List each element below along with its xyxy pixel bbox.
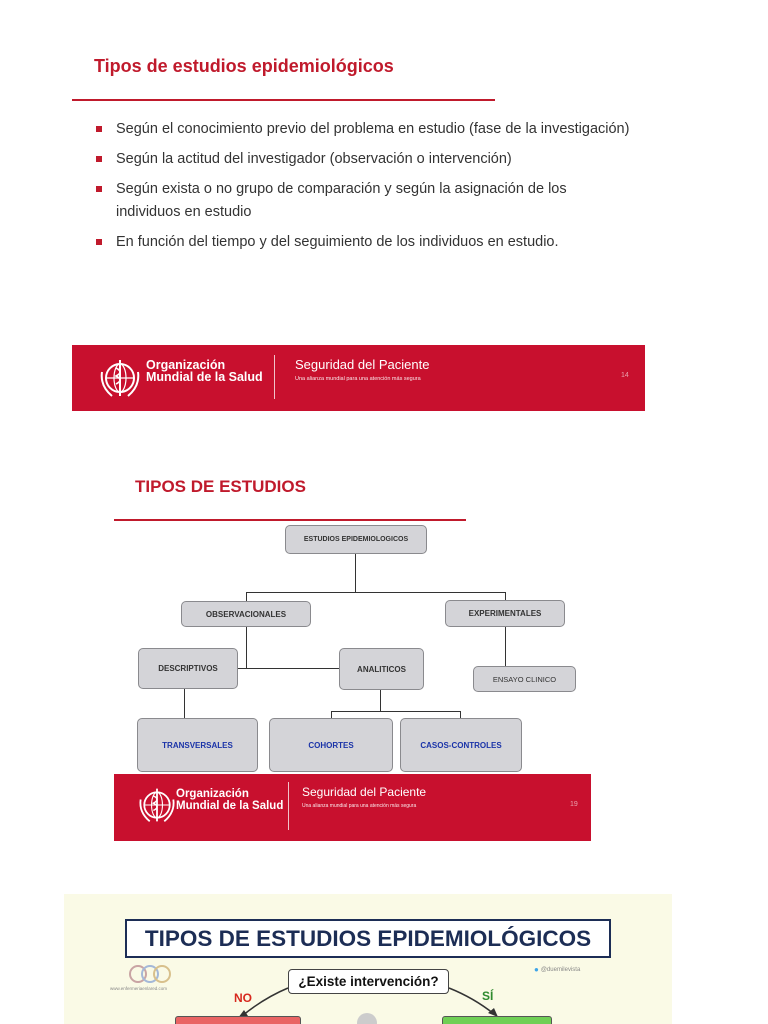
slide-number: 14 <box>621 372 629 379</box>
connector-line <box>355 554 356 592</box>
who-org-name: Organización Mundial de la Salud <box>176 788 284 812</box>
who-org-name: Organización Mundial de la Salud <box>146 358 263 384</box>
node-ensayo-clinico: ENSAYO CLINICO <box>473 666 576 692</box>
connector-line <box>505 627 506 666</box>
program-name: Seguridad del Paciente <box>302 785 427 799</box>
node-experimentales: EXPERIMENTALES <box>445 600 565 627</box>
slide-number: 19 <box>570 801 578 808</box>
bullet-item: En función del tiempo y del seguimiento de los individuos en estudio. <box>94 231 634 254</box>
node-cohortes: COHORTES <box>269 718 393 772</box>
connector-line <box>380 690 381 711</box>
program-tagline: Una alianza mundial para una atención más segura <box>295 376 421 382</box>
who-emblem-icon <box>98 356 142 400</box>
node-descriptivos: DESCRIPTIVOS <box>138 648 238 689</box>
node-transversales: TRANSVERSALES <box>137 718 258 772</box>
connector-line <box>331 711 460 712</box>
no-label: NO <box>234 991 252 1005</box>
square-bullet-icon <box>96 126 102 132</box>
bullet-item: Según la actitud del investigador (observación o intervención) <box>94 148 634 171</box>
flow-arrows <box>64 894 672 1024</box>
node-estudios-epidemiologicos: ESTUDIOS EPIDEMIOLOGICOS <box>285 525 427 554</box>
program-tagline: Una alianza mundial para una atención más segura <box>302 803 417 809</box>
experimental-branch-box <box>442 1016 552 1024</box>
question-box: ¿Existe intervención? <box>288 969 449 994</box>
who-footer-banner <box>114 774 591 841</box>
program-name: Seguridad del Paciente <box>295 357 430 372</box>
banner-divider <box>288 782 289 830</box>
si-label: SÍ <box>482 989 494 1003</box>
who-footer-banner <box>72 345 645 411</box>
infographic-tipos-estudios <box>64 894 672 1024</box>
square-bullet-icon <box>96 156 102 162</box>
title-underline <box>72 99 495 101</box>
title-underline <box>114 519 466 521</box>
connector-line <box>238 668 339 669</box>
node-observacionales: OBSERVACIONALES <box>181 601 311 627</box>
slide-title: Tipos de estudios epidemiológicos <box>94 56 394 76</box>
observational-branch-box <box>175 1016 301 1024</box>
connector-line <box>246 592 247 601</box>
node-casos-controles: CASOS-CONTROLES <box>400 718 522 772</box>
connector-line <box>246 627 247 668</box>
website-text: www.enfermeriaenlared.com <box>110 986 168 991</box>
square-bullet-icon <box>96 186 102 192</box>
who-emblem-icon <box>137 785 177 825</box>
connector-line <box>331 711 332 718</box>
infographic-title: TIPOS DE ESTUDIOS EPIDEMIOLÓGICOS <box>125 919 611 958</box>
slide-title: TIPOS DE ESTUDIOS <box>135 477 306 496</box>
slide-tipos-de-estudios-diagram <box>114 458 591 841</box>
connector-line <box>460 711 461 718</box>
slide-tipos-estudios-epidemiologicos <box>72 40 645 412</box>
twitter-bird-icon: ● <box>534 965 539 974</box>
bullet-item: Según el conocimiento previo del problema en estudio (fase de la investigación) <box>94 118 634 141</box>
connector-line <box>184 689 185 718</box>
square-bullet-icon <box>96 239 102 245</box>
bullet-list <box>94 118 634 261</box>
connector-line <box>505 592 506 600</box>
node-analiticos: ANALITICOS <box>339 648 424 690</box>
connector-line <box>246 592 505 593</box>
bullet-item: Según exista o no grupo de comparación y según la asignación de los individuos en estudio <box>94 178 634 224</box>
twitter-handle: ● @duemilevista <box>534 965 581 974</box>
banner-divider <box>274 355 275 399</box>
